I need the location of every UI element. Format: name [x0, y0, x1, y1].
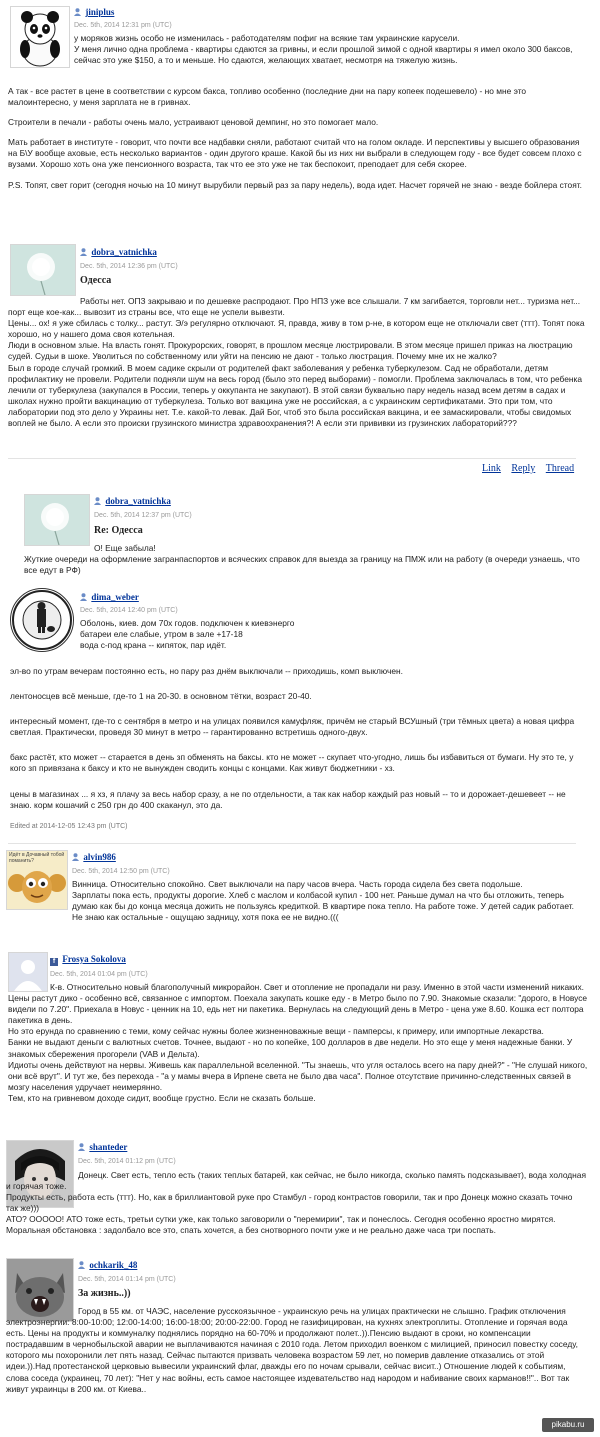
avatar-caption — [11, 589, 12, 590]
comment-subject: Re: Одесса — [94, 525, 143, 536]
comment-3-body — [24, 543, 584, 576]
comment-paragraph: Строители в печали - работы очень мало, устраивают ценовой демпинг, но это помогает мало. — [8, 117, 379, 128]
link-button[interactable]: Link — [482, 463, 501, 474]
comment-paragraph: у моряков жизнь особо не изменилась - работодателям пофиг на всякие там украинские карусели. У меня лично одна проблема - квартиры сдаются за гривны, и если прошлой зимой с одной квартиры я имел около 300 баксов, сейчас это уже $150, а то и меньше. Но сдаются, желающих хватает, несмотря на тяжелую жизнь. — [74, 33, 573, 66]
comment-6-body — [8, 982, 588, 1104]
thread-divider — [8, 458, 576, 459]
comment-date: Dec. 5th, 2014 12:36 pm (UTC) — [80, 263, 178, 270]
comment-1-userline — [74, 7, 114, 19]
comment-5-body — [72, 879, 584, 923]
user-icon — [80, 248, 87, 256]
comment-date: Dec. 5th, 2014 01:12 pm (UTC) — [78, 1158, 176, 1165]
comment-paragraph: К-в. Относительно новый благополучный микрорайон. Свет и отопление не пропадали ни разу. Именно в этой части изменений никаких. Цены растут дико - особенно всё, связанное с импортом. Поехала закупать кошке еду - в Метро было по 7.90. Знакомые сказали: "дорого, в Новусе видели по 7.20". Приехала в Новус - ценник на 10, едь нет ни пакетика. Вернулась на следующий день в Метро - цена уже 8.60. Кошка ест полтора пакетика в день. Но это ерунда по сравнению с теми, кому сейчас нужны более жизненноважные вещи - памперсы, к примеру, или импортные лекарства. Банки не выдают деньги с валютных счетов. Точнее, выдают - но по копейке, 100 долларов в две недели. Но это еще у меня надежные банки. У знакомых сбережения прогорели (VAB и Дельта). Идиоты очень действуют на нервы. Живешь как параллельной вселенной. "Ты знаешь, что угля осталось всего на пару дней?" - "Не слушай никого, они всё врут". И тут же, без перехода - "а у мамы вчера в Ирпене света не было два часа". Полное отсутствие причинно-следственных связей в мозгу населения удручает неимерянно. Тем, кто на гривневом доходе сидит, вообще грустно. Если не сказать больше. — [8, 982, 588, 1103]
comment-4-userline — [80, 592, 139, 604]
username-link[interactable]: shanteder — [89, 1142, 128, 1152]
comment-7-body — [6, 1170, 586, 1237]
user-icon — [78, 1143, 85, 1151]
comment-paragraph: интересный момент, где-то с сентября в метро и на улицах появился камуфляж, причём не старый ВСУшный (три тёмных цвета) а новая цифра светлая. Практически, проведя 30 минут в метро -- гарантированно встретишь одного-двух. — [10, 716, 575, 738]
username-link[interactable]: dobra_vatnichka — [105, 496, 171, 506]
comment-paragraph: бакс растёт, кто может -- старается в день зп обменять на баксы. кто не может -- скупает что-угодно, лишь бы избавиться от бумаги. Ну это те, у кого зп привязана к баксу и кто не вынужден сводить концы с концами. Как живут бюджетники - хз. — [10, 752, 574, 774]
comment-paragraph: P.S. Топят, свет горит (сегодня ночью на 10 минут вырубили первый раз за пару недель), вода идет. Насчет горячей не знаю - везде бойлера стоят. — [8, 179, 582, 190]
comment-4-body-cont — [10, 666, 588, 811]
avatar-panda[interactable] — [10, 6, 70, 68]
comment-1-body — [74, 33, 586, 66]
comment-date: Dec. 5th, 2014 12:37 pm (UTC) — [94, 512, 192, 519]
comment-1-body-cont — [8, 86, 590, 191]
avatar-polite-people[interactable] — [10, 588, 74, 652]
comment-paragraph: Винница. Относительно спокойно. Свет выключали на пару часов вчера. Часть города сидела без света подольше. Зарплаты пока есть, продукты дорогие. Хлеб с маслом и колбасой купил - 100 нет. Раньше думал на что бы отложить, теперь думаю как бы до конца месяца дожить не пользуясь кредиткой. В квартире пока тепло. На работе тоже. У детей садик работает. Не знаю как остальные - ощущаю задницу, хотя пока ее не видно.((( — [72, 879, 574, 923]
comment-date: Dec. 5th, 2014 12:40 pm (UTC) — [80, 607, 178, 614]
site-watermark: pikabu.ru — [542, 1418, 594, 1432]
user-icon — [80, 593, 87, 601]
comment-date: Dec. 5th, 2014 12:31 pm (UTC) — [74, 22, 172, 29]
comment-paragraph: Донецк. Свет есть, тепло есть (таких теплых батарей, как сейчас, не было никогда, сколько память подсказывает), вода холодная и горячая тоже. Продукты есть, работа есть (ттт). Но, как в бриллиантовой руке про Стамбул - город контрастов говорили, так и про Донецк можно сказать точно так же))) АТО? ООООО! АТО тоже есть, третьи сутки уже, как только заговорили о "перемирии", так и понеслось. Сегодня особенно яростно мирятся. Моральная обстановка : задолбало все это, спать хочется, а без снотворного почти уже и не реально даже часа три поспать. — [6, 1170, 587, 1236]
comment-5-userline — [72, 852, 116, 864]
username-link[interactable]: dima_weber — [91, 592, 139, 602]
avatar-dandelion[interactable] — [24, 494, 90, 546]
comment-date: Dec. 5th, 2014 12:50 pm (UTC) — [72, 868, 170, 875]
comment-4-body — [80, 618, 580, 651]
comment-paragraph: лентоносцев всё меньше, где-то 1 на 20-30. в основном тётки, возраст 20-40. — [10, 691, 312, 702]
comment-paragraph: Мать работает в институте - говорит, что почти все надбавки сняли, работают считай что на голом окладе. И перспективы у высшего образования на Б\У вообще аховые, есть несколько вариантов - один другого краше. Какой бы из них ни выбрали в следующем году - все будет совсем плохо с вузами. Хорошо хоть она уже пенсионного возраста, так что ее это уже не так беспокоит, преподает для себя скорее. — [8, 137, 582, 170]
username-link[interactable]: alvin986 — [83, 852, 116, 862]
comment-actions — [474, 462, 574, 475]
username-link[interactable]: dobra_vatnichka — [91, 247, 157, 257]
comment-paragraph: А так - все растет в цене в соответствии с курсом бакса, топливо особенно (последние дни на пару копеек подешевело) - но мне это малоинтересно, у меня зарплата не в гривнах. — [8, 86, 527, 108]
avatar-dandelion[interactable] — [10, 244, 76, 296]
avatar-caption: Идёт в Дочавный тобой поманить? — [9, 852, 65, 864]
comment-paragraph: Город в 55 км. от ЧАЭС, население русскоязычное - украинскую речь на улицах практически не слышно. График отключения электроэнергии: 8:00-10:00; 12:00-14:00; 16:00-18:00; 20:00-22:00. Город не газифицирован, на кухнях электроплиты. Отопление и горячая вода есть. Цены на продукты и коммуналку поднялись порядно на 60-70% и продолжают полет..)).Пенсию выдают в сроки, но компенсации пострадавшим в чернобыльской аварии не выплачиваются начиная с 2010 года. Летом приходил военком с милицией, приносил повестку соседу, которого мы похоронили лет пять назад. Сейчас пытаются призвать человека возрастом 59 лет, но померив давление отказались от этой идеи.)).Над протестанской церковью вывесили украинский флаг, дважды его по ночам срывали, сейчас висит..) Отношение людей к событиям, слова соседа (украинец, 70 лет): "Нет у нас войны, есть самое настоящее издевательство над народом и набивание своих карманов!!".. Вот так живут украинцы в 200 км. от Киева.. — [6, 1306, 578, 1394]
comment-paragraph: Оболонь, киев. дом 70х годов. подключен к киевэнерго батареи еле слабые, утром в зале +17-18 вода с-под крана -- кипяток, пар идёт. — [80, 618, 295, 651]
reply-button[interactable]: Reply — [511, 463, 536, 474]
thread-divider — [8, 843, 576, 844]
comment-3-userline — [94, 496, 171, 508]
facebook-icon: f — [50, 958, 58, 966]
username-link[interactable]: Frosya Sokolova — [62, 954, 126, 964]
comment-7-userline — [78, 1142, 127, 1154]
comment-paragraph: Работы нет. ОПЗ закрываю и по дешевке распродают. Про НПЗ уже все слышали. 7 км загибается, торговли нет... туризма нет... порт еще кое-как... вывозит из страны все, что еще не успели вывезти. Цены... ох! я уже сбилась с толку... растут. Э/э регулярно отключают. Я, правда, живу в том р-не, в котором еще не отключали свет (ттт). Топят пока хорошо, но у нашего дома своя котельная. Люди в основном злые. На власть гонят. Прокурорских, говорят, в прошлом месяце люстрировали. В этом месяце пришел приказ на люстрацию судей. Судьи в шоке. Уволиться по собственному или уйти на пенсию не дают - только люстрация. Почему мне их не жалко? Был в городе случай громкий. В моем садике скрыли от родителей факт заболевания у ребенка туберкулезом. Сад не обработали, детям профилактику не провели. Родители подняли шум на весь город (было это перед выборами) - помогли. Проблема заключалась в том, что ребенка лечили от туберкулеза (закупался в России, теперь у оккупанта не закупают). В этой связи буквально пару недель назад всем детям в садах и школах нужно пройти вакцинацию от туберкулеза. Только вот вакцина уже не российская, а с украинским сертификатами. Это при том, что лаборатории под это дело у Украины нет. Т.е. какой-то левак. Дай Бог, чтоб это была российская вакцина, и ее замаскировали, чтобы свидомых воплей не было. А если это происки грузинского министра здравоохранения?! А если эти прививки из грузинских лабораторий??? — [8, 296, 585, 429]
comment-paragraph: О! Еще забыла! Жуткие очереди на оформление загранпаспортов и всяческих справок для выезда за границу на ПМЖ или на работу (в очереди узнаешь, что все едут в РФ) — [24, 543, 580, 576]
user-icon — [74, 8, 81, 16]
comment-8-userline — [78, 1260, 137, 1272]
comment-date: Dec. 5th, 2014 01:14 pm (UTC) — [78, 1276, 176, 1283]
username-link[interactable]: jiniplus — [85, 7, 115, 17]
avatar-cartoon[interactable] — [6, 850, 68, 910]
comment-paragraph: цены в магазинах ... я хз, я плачу за весь набор сразу, а не по отдельности, а так как набор каждый раз новый -- то и дорожает-дешевеет -- не знаю. корм кошачий с 250 грн до 400 скаканул, это да. — [10, 788, 566, 810]
user-icon — [78, 1261, 85, 1269]
thread-button[interactable]: Thread — [545, 463, 575, 474]
comment-8-body — [6, 1306, 586, 1395]
user-icon — [72, 853, 79, 861]
comment-2-body — [8, 296, 588, 429]
user-icon — [94, 497, 101, 505]
comment-subject: Одесса — [80, 275, 112, 286]
edited-note: Edited at 2014-12-05 12:43 pm (UTC) — [10, 823, 128, 830]
comment-6-userline — [50, 954, 126, 966]
username-link[interactable]: ochkarik_48 — [89, 1260, 138, 1270]
comment-paragraph: эл-во по утрам вечерам постоянно есть, но пару раз днём выключали -- приходишь, комп выключен. — [10, 666, 403, 676]
comment-subject: За жизнь..)) — [78, 1288, 131, 1299]
comment-2-userline — [80, 247, 157, 259]
comment-date: Dec. 5th, 2014 01:04 pm (UTC) — [50, 971, 148, 978]
